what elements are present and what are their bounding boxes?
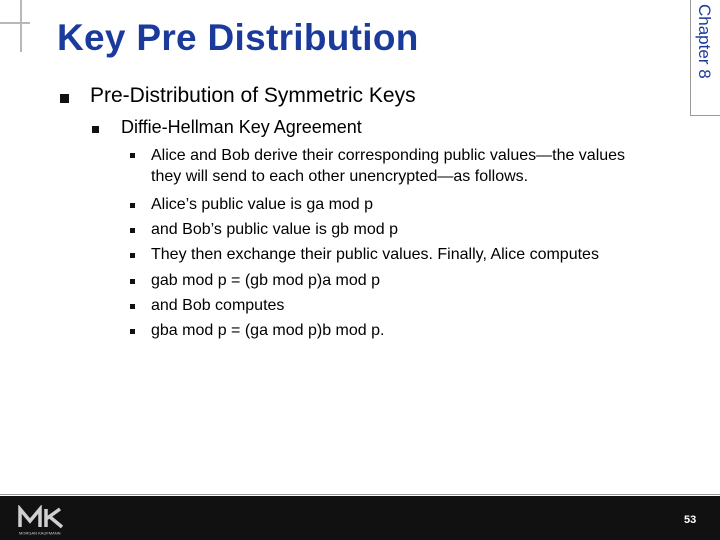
- footer-bar: [0, 496, 720, 540]
- bullet-text-level2: Diffie-Hellman Key Agreement: [121, 117, 362, 137]
- bullet-level3: [130, 203, 135, 208]
- footer-divider: [0, 494, 720, 495]
- bullet-level2: [92, 126, 99, 133]
- mk-logo-icon: [18, 505, 74, 537]
- list-item-continuation: they will send to each other unencrypted—as follows.: [151, 168, 529, 185]
- chapter-label: Chapter 8: [695, 4, 714, 79]
- bullet-level3: [130, 253, 135, 258]
- list-item: Alice and Bob derive their corresponding public values—the values: [151, 147, 626, 164]
- page-number: 53: [684, 514, 697, 526]
- bullet-level3: [130, 329, 135, 334]
- bullet-level3: [130, 304, 135, 309]
- logo-text: MORGAN KAUFMANN: [19, 530, 61, 536]
- list-item: They then exchange their public values. Finally, Alice computes: [151, 246, 599, 263]
- list-item: gba mod p = (ga mod p)b mod p.: [151, 322, 385, 339]
- bullet-level3: [130, 153, 135, 158]
- corner-decoration-vertical: [20, 0, 22, 52]
- list-item: and Bob computes: [151, 297, 285, 314]
- corner-decoration-horizontal: [0, 22, 30, 24]
- list-item: and Bob’s public value is gb mod p: [151, 221, 398, 238]
- slide-title: Key Pre Distribution: [57, 17, 419, 58]
- bullet-level1: [60, 94, 69, 103]
- list-item: Alice’s public value is ga mod p: [151, 196, 374, 213]
- bullet-text-level1: Pre-Distribution of Symmetric Keys: [90, 84, 416, 107]
- list-item: gab mod p = (gb mod p)a mod p: [151, 272, 381, 289]
- bullet-level3: [130, 279, 135, 284]
- bullet-level3: [130, 228, 135, 233]
